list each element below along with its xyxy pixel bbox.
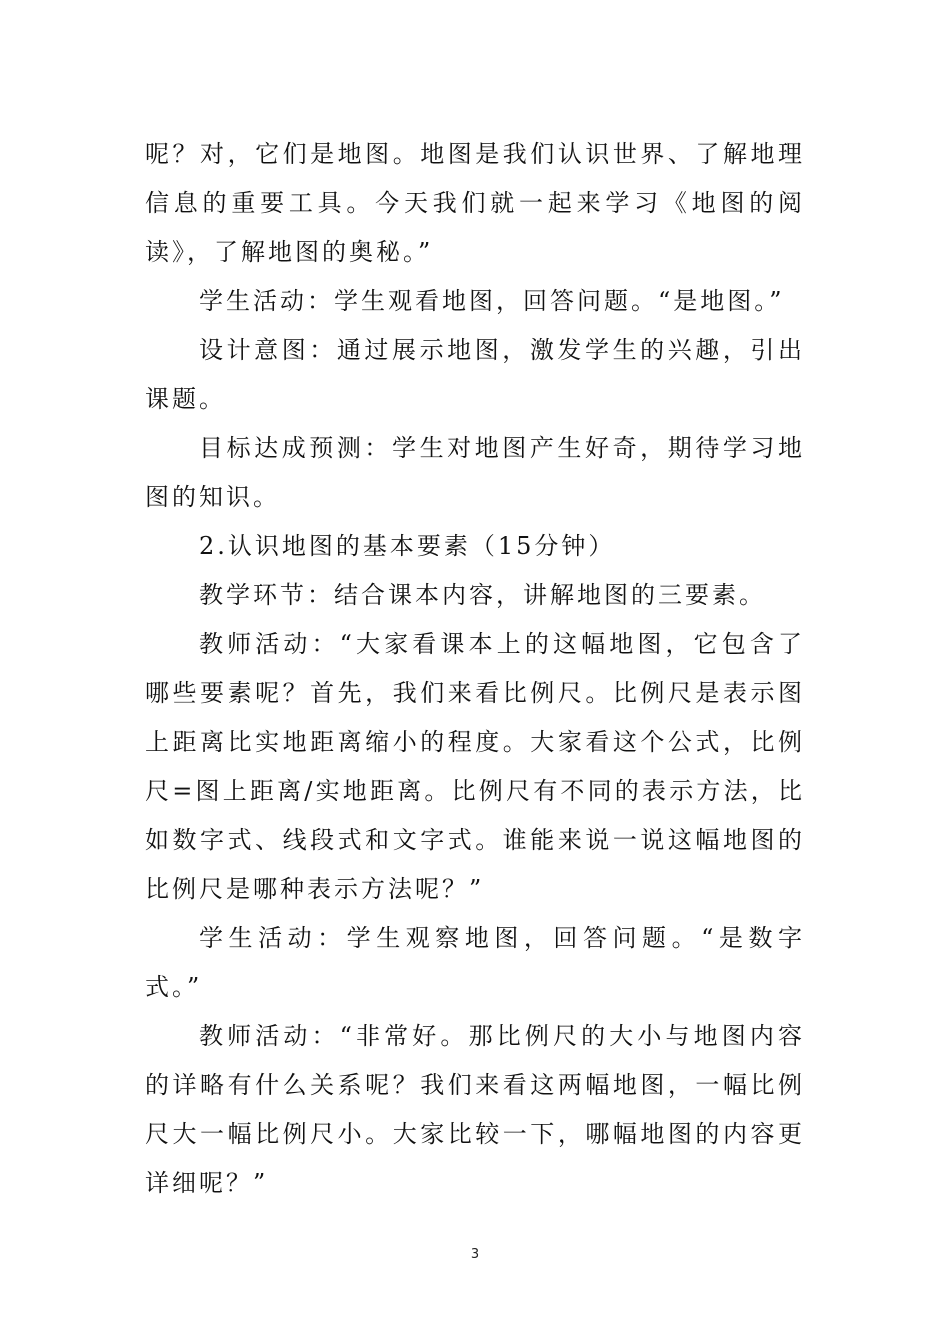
paragraph-8: 学生活动：学生观察地图，回答问题。“是数字式。” bbox=[145, 924, 805, 1001]
paragraph-1: 呢？对，它们是地图。地图是我们认识世界、了解地理信息的重要工具。今天我们就一起来学习《地图的阅读》，了解地图的奥秘。” bbox=[145, 140, 805, 266]
paragraph-6: 教学环节：结合课本内容，讲解地图的三要素。 bbox=[199, 581, 766, 609]
paragraph-9: 教师活动：“非常好。那比例尺的大小与地图内容的详略有什么关系呢？我们来看这两幅地图，一幅比例尺大一幅比例尺小。大家比较一下，哪幅地图的内容更详细呢？” bbox=[145, 1022, 805, 1197]
page-number: 3 bbox=[470, 1247, 480, 1262]
paragraph-7: 教师活动：“大家看课本上的这幅地图，它包含了哪些要素呢？首先，我们来看比例尺。比例尺是表示图上距离比实地距离缩小的程度。大家看这个公式，比例尺=图上距离/实地距离。比例尺有不同的表示方法，比如数字式、线段式和文字式。谁能来说一说这幅地图的比例尺是哪种表示方法呢？” bbox=[145, 630, 805, 903]
paragraph-2: 学生活动：学生观看地图，回答问题。“是地图。” bbox=[199, 287, 785, 315]
document-body bbox=[145, 130, 805, 1208]
paragraph-4: 目标达成预测：学生对地图产生好奇，期待学习地图的知识。 bbox=[145, 434, 805, 511]
paragraph-3: 设计意图：通过展示地图，激发学生的兴趣，引出课题。 bbox=[145, 336, 805, 413]
section-heading: 2.认识地图的基本要素（15分钟） bbox=[199, 532, 616, 560]
